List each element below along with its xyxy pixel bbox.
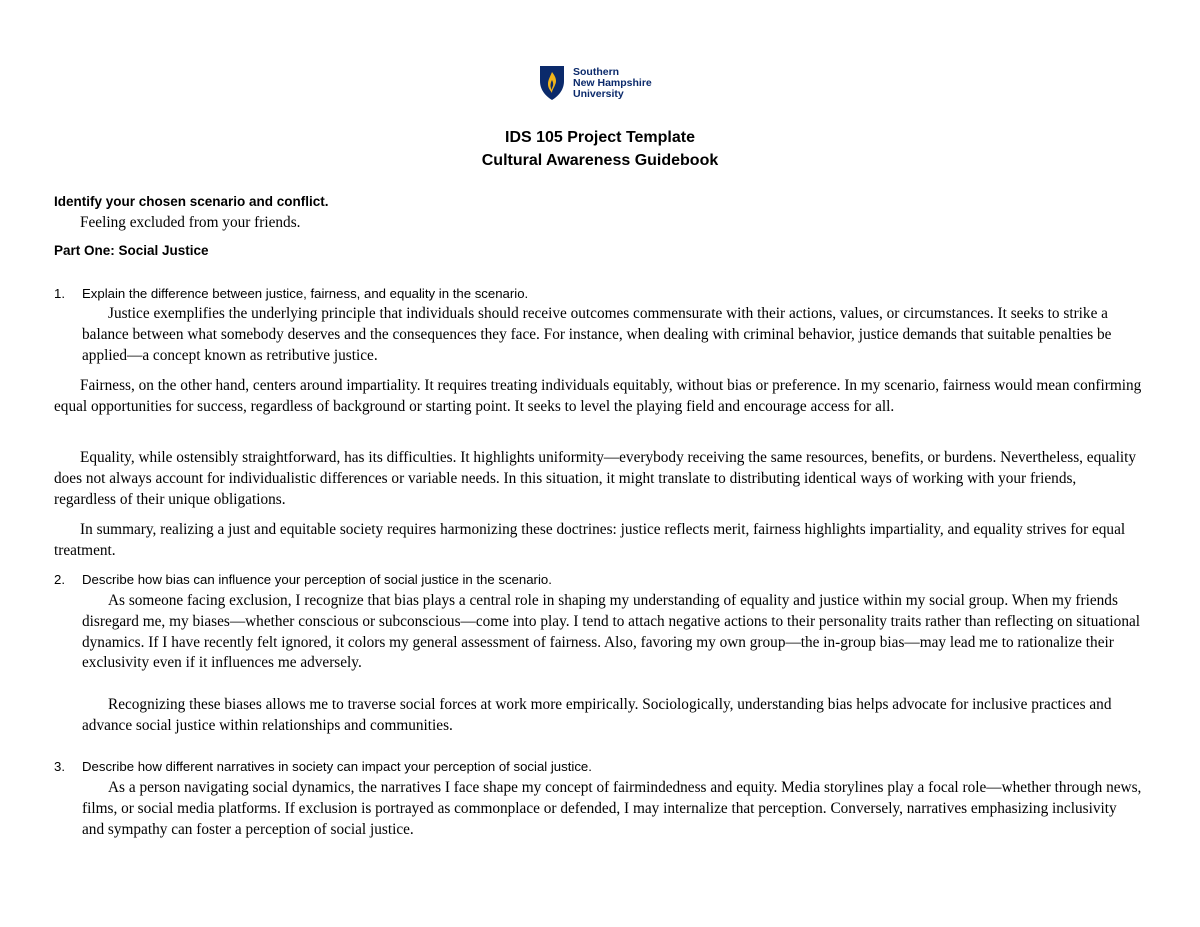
question-1 bbox=[54, 286, 528, 301]
q1-paragraph-2: Fairness, on the other hand, centers around impartiality. It requires treating individuals equitably, without bias or preference. In my scenario, fairness would mean confirming equal opportunities for success, regardless of background or starting point. It seeks to level the playing field and encourage access for all. bbox=[54, 377, 1142, 415]
part-one-heading: Part One: Social Justice bbox=[54, 243, 209, 258]
question-text: Describe how different narratives in society can impact your perception of social justice. bbox=[82, 759, 592, 774]
scenario-answer: Feeling excluded from your friends. bbox=[80, 214, 301, 231]
question-3 bbox=[54, 759, 592, 774]
q3-paragraph-1: As a person navigating social dynamics, the narratives I face shape my concept of fairmindedness and equity. Media storylines play a focal role—whether through news, films, or social media platforms. If exclusion is portrayed as commonplace or defended, I may internalize that perception. Conversely, narratives emphasizing inclusivity and sympathy can foster a perception of social justice. bbox=[82, 779, 1142, 838]
logo-wordmark bbox=[573, 67, 652, 100]
logo-line-2: New Hampshire bbox=[573, 76, 652, 89]
logo-line-1: Southern bbox=[573, 65, 620, 78]
q1-paragraph-1: Justice exemplifies the underlying principle that individuals should receive outcomes commensurate with their actions, values, or circumstances. It seeks to strike a balance between what somebody deserves and the consequences they face. For instance, when dealing with criminal behavior, justice demands that suitable penalties be applied—a concept known as retributive justice. bbox=[82, 305, 1112, 364]
document-subtitle: Cultural Awareness Guidebook bbox=[481, 152, 719, 169]
q2-paragraph-2: Recognizing these biases allows me to traverse social forces at work more empirically. Sociologically, understanding bias helps advocate for inclusive practices and advance social justice within relationships and communities. bbox=[82, 696, 1112, 734]
question-number: 2. bbox=[54, 572, 65, 587]
question-number: 3. bbox=[54, 759, 65, 774]
logo-line-3: University bbox=[573, 87, 624, 100]
q1-paragraph-3: Equality, while ostensibly straightforward, has its difficulties. It highlights uniformity—everybody receiving the same resources, benefits, or burdens. Nevertheless, equality does not always account for individualistic differences or variable needs. In this situation, it might translate to distributing identical ways of working with your friends, regardless of their unique obligations. bbox=[54, 449, 1137, 508]
question-text: Explain the difference between justice, fairness, and equality in the scenario. bbox=[82, 286, 529, 301]
shield-flame-icon bbox=[539, 65, 565, 101]
q1-paragraph-4: In summary, realizing a just and equitable society requires harmonizing these doctrines: justice reflects merit, fairness highlights impartiality, and equality strives for equal treatment. bbox=[54, 521, 1126, 559]
question-number: 1. bbox=[54, 286, 65, 301]
document-title: IDS 105 Project Template bbox=[505, 129, 695, 146]
university-logo bbox=[539, 65, 652, 101]
question-text: Describe how bias can influence your perception of social justice in the scenario. bbox=[82, 572, 552, 587]
scenario-heading: Identify your chosen scenario and conflict. bbox=[54, 194, 329, 209]
q2-paragraph-1: As someone facing exclusion, I recognize that bias plays a central role in shaping my understanding of equality and justice within my social group. When my friends disregard me, my biases—whether conscious or subconscious—come into play. I tend to attach negative actions to their personality traits rather than reflecting on situational dynamics. If I have recently felt ignored, it colors my general assessment of fairness. Also, favoring my own group—the in-group bias—may lead me to rationalize their exclusivity even if it influences me adversely. bbox=[82, 592, 1141, 672]
question-2 bbox=[54, 572, 552, 587]
